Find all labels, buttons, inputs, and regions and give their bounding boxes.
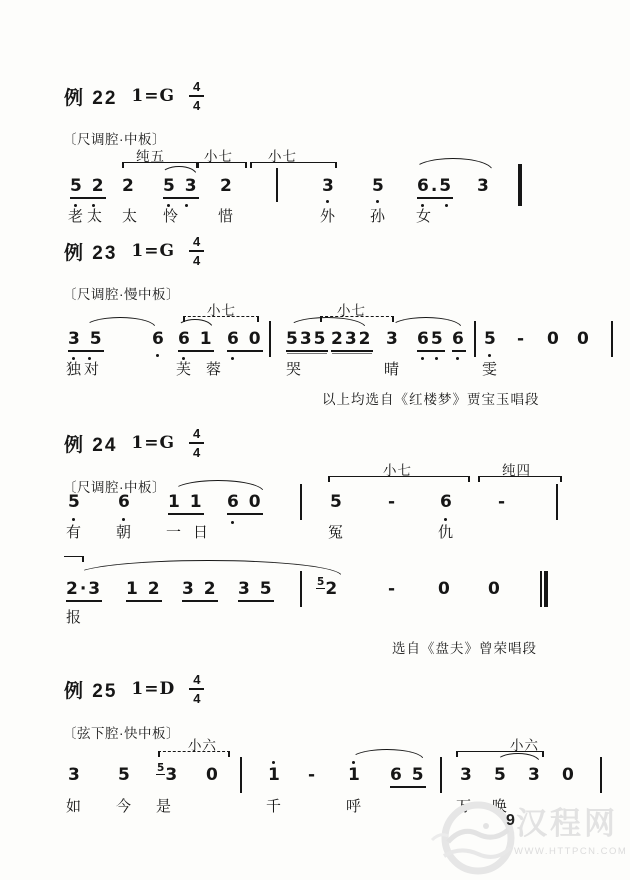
note: 3 5 [68, 329, 104, 352]
note: 3 [460, 765, 474, 785]
note: 6.5 [417, 176, 453, 199]
slur [161, 166, 197, 175]
interval-label: 纯五 [136, 149, 165, 164]
time-signature [189, 673, 204, 705]
watermark-logo-icon [430, 794, 522, 880]
note: 3 [165, 765, 180, 785]
grace-note: 5 [317, 576, 325, 588]
note: 0 [438, 579, 452, 599]
note: 2·3 [66, 579, 102, 602]
slur [74, 560, 342, 576]
time-denominator: 4 [193, 691, 201, 706]
mode-tempo-label: 〔尺调腔·中板〕 [63, 480, 166, 495]
key-signature: 1=G [131, 241, 176, 261]
slur [350, 749, 424, 760]
time-numerator: 4 [189, 673, 204, 690]
note: 1 1 [168, 492, 204, 515]
note: 3 [477, 176, 491, 196]
lyric: 呼 [346, 798, 366, 815]
lyric: 有 [66, 524, 86, 541]
lyric: 老太 [68, 208, 107, 225]
barline [300, 571, 302, 607]
note: 3 [528, 765, 542, 785]
note: 1 2 [126, 579, 162, 602]
note: 0 [547, 329, 561, 349]
lyric: 今 [116, 798, 136, 815]
source-attribution: 以上均选自《红楼梦》贾宝玉唱段 [322, 392, 540, 407]
note: - [308, 765, 318, 785]
octave-dot [421, 357, 424, 360]
interval-label: 小六 [188, 738, 217, 753]
note: 1 [348, 765, 362, 785]
slur [84, 317, 156, 328]
lyric: 千 [266, 798, 286, 815]
note: 6 5 [390, 765, 426, 788]
note: 0 [206, 765, 220, 785]
barline [276, 168, 278, 202]
note: 6 [118, 492, 132, 512]
interval-bracket [197, 162, 247, 163]
lyric: 报 [66, 609, 86, 626]
note: 65 [417, 329, 445, 352]
note: - [388, 579, 398, 599]
time-numerator: 4 [189, 80, 204, 97]
octave-dot-above [272, 761, 275, 764]
lyric: 日 [193, 524, 213, 541]
barline [240, 757, 242, 793]
note: 3 [68, 765, 82, 785]
lyric: 哭 [286, 361, 306, 378]
key-signature: 1=G [131, 433, 176, 453]
note: 2 [122, 176, 136, 196]
octave-dot [456, 357, 459, 360]
key-signature: 1=G [131, 86, 176, 106]
interval-bracket [158, 751, 230, 752]
lyric: 雯 [482, 361, 502, 378]
barline [269, 321, 271, 357]
octave-dot [185, 204, 188, 207]
interval-label: 小六 [510, 738, 539, 753]
octave-dot [326, 200, 329, 203]
note: 6 0 [227, 329, 263, 352]
note-with-grace [156, 762, 180, 785]
lyric: 唤 [492, 798, 512, 815]
note: 5 2 [70, 176, 106, 199]
source-attribution: 选自《盘夫》曾荣唱段 [392, 641, 537, 656]
lyric: 对 [84, 361, 104, 378]
note: 5 3 [163, 176, 199, 199]
note: 5 [494, 765, 508, 785]
example-number: 例 22 [64, 87, 118, 109]
example-25-heading [64, 673, 204, 705]
octave-dot [435, 357, 438, 360]
interval-label: 小七 [383, 463, 412, 478]
lyric: 蓉 [206, 361, 226, 378]
note: 0 [577, 329, 591, 349]
interval-bracket [250, 162, 337, 163]
time-signature [189, 80, 204, 112]
time-denominator: 4 [193, 253, 201, 268]
lyric: 外 [320, 208, 340, 225]
note: - [388, 492, 398, 512]
slur [172, 480, 264, 492]
lyric: 仇 [438, 524, 458, 541]
lyric: 怜 [163, 208, 183, 225]
interval-label: 纯四 [502, 463, 531, 478]
time-numerator: 4 [189, 235, 204, 252]
note: 6 0 [227, 492, 263, 515]
lyric: 孙 [370, 208, 390, 225]
example-number: 例 24 [64, 434, 118, 456]
barline [440, 757, 442, 793]
lyric: 惜 [218, 208, 238, 225]
watermark [430, 794, 630, 880]
note: 232 [331, 329, 373, 352]
note: 1 [268, 765, 282, 785]
barline [474, 321, 476, 357]
time-signature [189, 235, 204, 267]
octave-dot [445, 204, 448, 207]
lyric: 是 [156, 798, 176, 815]
note: 2 [220, 176, 234, 196]
note: 3 5 [238, 579, 274, 602]
interval-bracket [456, 751, 544, 752]
example-number: 例 25 [64, 680, 118, 702]
note: 5 [118, 765, 132, 785]
interval-bracket [122, 162, 198, 163]
slur [496, 753, 540, 762]
page-number: 9 [506, 812, 515, 829]
grace-note: 5 [157, 762, 165, 774]
final-barline-thick [544, 571, 548, 607]
octave-dot [231, 521, 234, 524]
note: 5 [68, 492, 82, 512]
example-23-heading [64, 235, 204, 267]
example-number: 例 23 [64, 242, 118, 264]
key-signature: 1=D [131, 679, 176, 699]
watermark-name: 汉程网 [516, 806, 618, 841]
example-24-heading [64, 427, 204, 459]
time-numerator: 4 [189, 427, 204, 444]
barline [300, 484, 302, 520]
octave-dot [156, 354, 159, 357]
watermark-url: WWW.HTTPCN.COM [514, 846, 628, 857]
note: 5 [484, 329, 498, 349]
interval-label: 小七 [268, 149, 297, 164]
octave-dot [231, 357, 234, 360]
interval-bracket [478, 476, 562, 477]
note: - [498, 492, 508, 512]
slur [413, 158, 493, 171]
interval-bracket [328, 476, 470, 477]
barline [600, 757, 602, 793]
note: 2 [325, 579, 340, 599]
interval-bracket [183, 316, 259, 317]
lyric: 朝 [116, 524, 136, 541]
time-signature [189, 427, 204, 459]
lyric: 一 [166, 524, 186, 541]
note: 6 1 [178, 329, 214, 352]
time-denominator: 4 [193, 98, 201, 113]
mode-tempo-label: 〔弦下腔·快中板〕 [63, 726, 180, 741]
octave-dot [376, 200, 379, 203]
note: 3 [386, 329, 400, 349]
interval-bracket-continuation [64, 556, 84, 557]
interval-label: 小七 [337, 303, 366, 318]
lyric: 芙 [176, 361, 196, 378]
interval-label: 小七 [207, 303, 236, 318]
note: 5 [330, 492, 344, 512]
time-denominator: 4 [193, 445, 201, 460]
note: - [517, 329, 527, 349]
note: 535 [286, 329, 328, 352]
mode-tempo-label: 〔尺调腔·中板〕 [63, 132, 166, 147]
lyric: 万 [456, 798, 476, 815]
note: 0 [562, 765, 576, 785]
final-barline [518, 164, 522, 206]
octave-dot-above [352, 761, 355, 764]
interval-label: 小七 [204, 149, 233, 164]
lyric: 晴 [384, 361, 404, 378]
example-22-heading [64, 80, 204, 112]
note: 0 [488, 579, 502, 599]
note: 6 [452, 329, 466, 352]
note: 3 [322, 176, 336, 196]
note: 6 [152, 329, 166, 349]
lyric: 冤 [328, 524, 348, 541]
slur [177, 319, 213, 328]
octave-dot [488, 354, 491, 357]
barline [611, 321, 613, 357]
slur [390, 317, 462, 328]
lyric: 独 [66, 361, 86, 378]
final-barline-thin [540, 571, 542, 607]
lyric: 太 [122, 208, 142, 225]
lyric: 女 [416, 208, 436, 225]
note: 6 [440, 492, 454, 512]
barline [556, 484, 558, 520]
mode-tempo-label: 〔尺调腔·慢中板〕 [63, 287, 180, 302]
note-with-grace [316, 576, 340, 599]
lyric: 如 [66, 798, 86, 815]
note: 5 [372, 176, 386, 196]
note: 3 2 [182, 579, 218, 602]
